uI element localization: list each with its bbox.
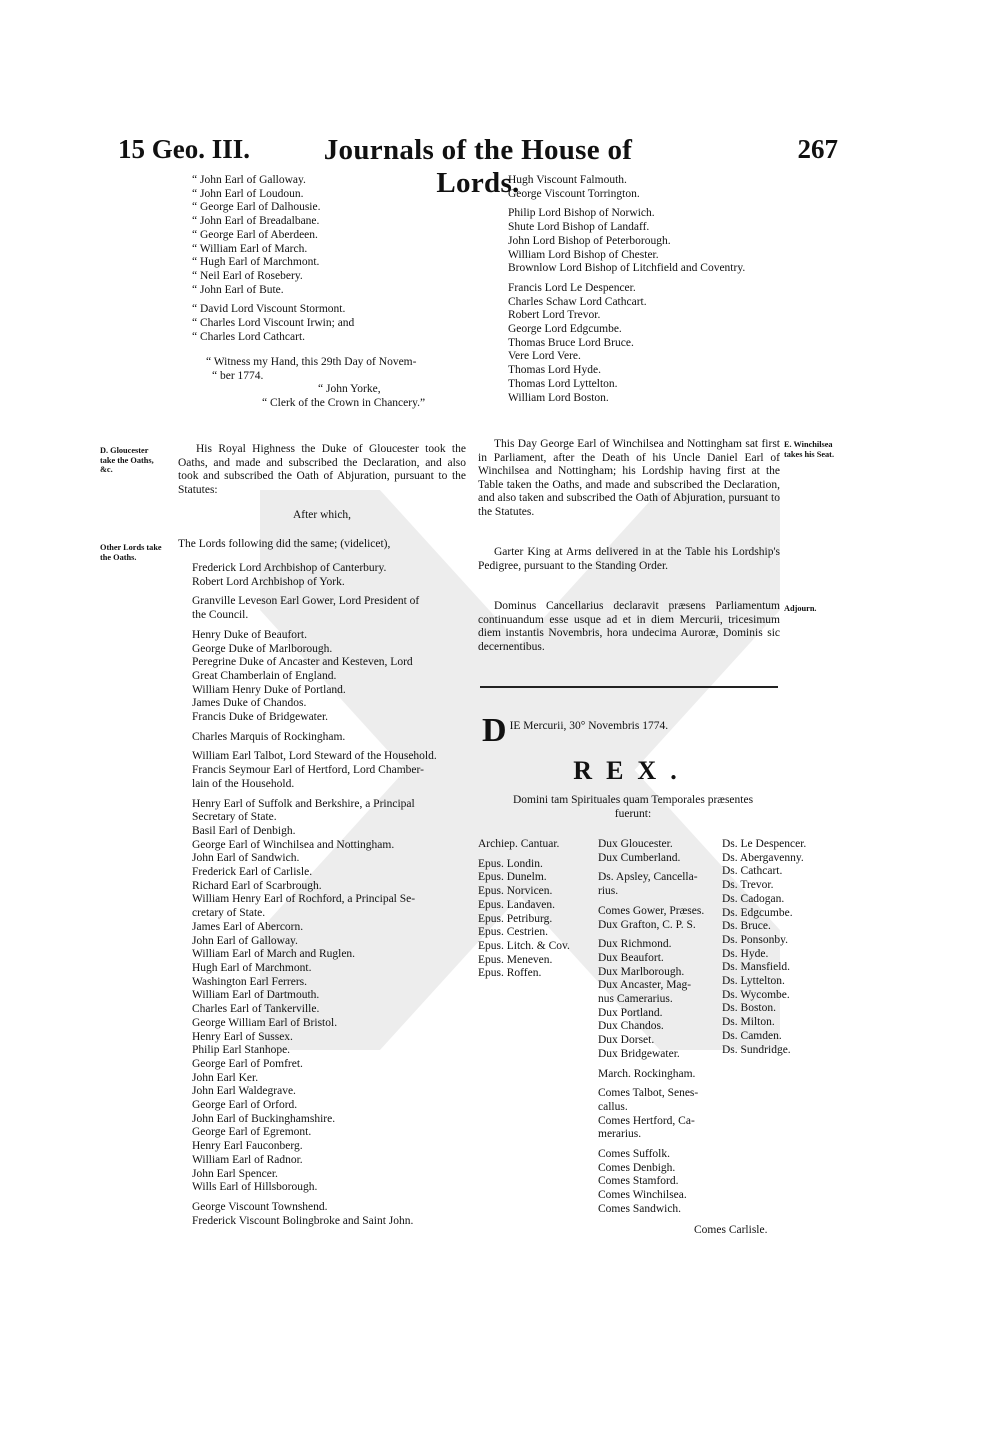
list-item: Henry Earl Fauconberg. [192, 1140, 303, 1153]
witness-line: “ ber 1774. [212, 369, 264, 382]
roll-entry: merarius. [598, 1128, 642, 1141]
lords-following: The Lords following did the same; (videlicet), [178, 538, 391, 550]
list-item: cretary of State. [192, 907, 266, 920]
list-item: William Lord Boston. [508, 391, 609, 404]
list-item: “ John Earl of Galloway. [192, 174, 306, 186]
roll-entry: Dux Portland. [598, 1006, 663, 1019]
roll-entry: Dux Gloucester. [598, 838, 673, 850]
list-item: Francis Duke of Bridgewater. [192, 711, 329, 724]
list-item: Secretary of State. [192, 811, 277, 824]
list-item: George Lord Edgcumbe. [508, 323, 622, 336]
list-item: Basil Earl of Denbigh. [192, 824, 296, 837]
list-item: John Earl Ker. [192, 1071, 259, 1084]
list-item: Henry Earl of Sussex. [192, 1030, 293, 1043]
signature-name: “ John Yorke, [318, 383, 381, 396]
list-item: James Duke of Chandos. [192, 697, 307, 710]
list-item: John Earl of Buckinghamshire. [192, 1112, 336, 1125]
list-item: George Earl of Pomfret. [192, 1057, 303, 1070]
roll-barons [722, 838, 842, 1057]
roll-entry: Comes Talbot, Senes- [598, 1087, 699, 1100]
roll-entry: Ds. Boston. [722, 1002, 776, 1015]
roll-entry: Ds. Trevor. [722, 879, 774, 892]
list-item: “ William Earl of March. [192, 242, 308, 255]
list-item: the Council. [192, 609, 249, 622]
regnal-year: 15 Geo. III. [118, 134, 251, 164]
list-item: John Earl Spencer. [192, 1167, 278, 1180]
list-item: “ John Earl of Breadalbane. [192, 215, 320, 228]
list-item: Francis Seymour Earl of Hertford, Lord Chamber- [192, 764, 424, 777]
list-item: Charles Marquis of Rockingham. [192, 730, 346, 743]
after-which: After which, [292, 509, 352, 521]
drop-capital: D [482, 712, 507, 749]
lords-list-continued [508, 174, 788, 405]
roll-entry: Dux Chandos. [598, 1020, 664, 1033]
list-item: John Earl of Galloway. [192, 934, 298, 947]
roll-entry: Dux Marlborough. [598, 965, 685, 978]
list-item: “ George Earl of Dalhousie. [192, 201, 321, 214]
adjournment-paragraph: Dominus Cancellarius declaravit præsens Parliamentum continuandum esse usque ad et in diem Mercurii, tricesimum diem instantis Novembris, hora undecima Auroræ, Dominis sic decernentibus. [478, 600, 780, 653]
list-item: John Earl of Sandwich. [192, 852, 300, 865]
margin-note-adjourn: Adjourn. [784, 604, 817, 613]
list-item: George Duke of Marlborough. [192, 642, 333, 655]
section-divider [480, 686, 778, 688]
rex-heading: REX. [573, 756, 691, 785]
roll-entry: rius. [598, 885, 619, 898]
roll-entry: Epus. Dunelm. [478, 871, 547, 884]
list-item: Richard Earl of Scarbrough. [192, 879, 322, 892]
list-item: Henry Duke of Beaufort. [192, 628, 307, 641]
list-item: Philip Lord Bishop of Norwich. [508, 207, 655, 220]
list-item: Philip Earl Stanhope. [192, 1044, 291, 1057]
list-item: “ Neil Earl of Rosebery. [192, 269, 303, 282]
roll-entry: Dux Cumberland. [598, 851, 681, 864]
margin-note-gloucester: D. Gloucester take the Oaths, &c. [100, 446, 154, 475]
list-item: Frederick Viscount Bolingbroke and Saint John. [192, 1214, 414, 1227]
list-item: Frederick Earl of Carlisle. [192, 866, 313, 879]
roll-entry: Comes Gower, Præses. [598, 904, 705, 917]
roll-entry: Comes Sandwich. [598, 1202, 682, 1215]
list-item: George Viscount Townshend. [192, 1200, 328, 1213]
roll-entry: Ds. Mansfield. [722, 961, 791, 974]
list-item: George Earl of Egremont. [192, 1126, 312, 1139]
roll-entry: nus Camerarius. [598, 993, 673, 1006]
roll-entry: Ds. Le Despencer. [722, 838, 807, 850]
roll-entry: Ds. Apsley, Cancella- [598, 871, 698, 884]
sitting-date-heading [482, 712, 782, 749]
list-item: Brownlow Lord Bishop of Litchfield and Coventry. [508, 262, 746, 275]
signature-title: “ Clerk of the Crown in Chancery.” [262, 397, 426, 410]
roll-entry: Ds. Camden. [722, 1029, 782, 1042]
list-item: “ David Lord Viscount Stormont. [192, 303, 346, 316]
list-item: Peregrine Duke of Ancaster and Kesteven, Lord [192, 656, 413, 669]
list-item: William Henry Duke of Portland. [192, 683, 346, 696]
roll-entry: Dux Beaufort. [598, 951, 664, 964]
list-item: “ Charles Lord Viscount Irwin; and [192, 317, 355, 330]
list-item: “ John Earl of Bute. [192, 283, 284, 296]
roll-entry: Comes Denbigh. [598, 1161, 676, 1174]
list-item: George William Earl of Bristol. [192, 1016, 338, 1029]
list-item: John Lord Bishop of Peterborough. [508, 234, 671, 247]
roll-entry: Ds. Cadogan. [722, 892, 785, 905]
roll-bishops [478, 838, 596, 981]
list-item: George Earl of Orford. [192, 1099, 298, 1112]
list-item: “ John Earl of Loudoun. [192, 187, 304, 200]
witness-block [206, 356, 468, 411]
domini-present: Domini tam Spirituales quam Temporales præsentes fuerunt: [512, 794, 754, 820]
roll-entry: Ds. Hyde. [722, 947, 769, 960]
list-item: Shute Lord Bishop of Landaff. [508, 221, 650, 234]
list-item: Charles Earl of Tankerville. [192, 1003, 320, 1016]
roll-entry: Ds. Abergavenny. [722, 851, 804, 864]
roll-entry: Epus. Cestrien. [478, 926, 548, 939]
roll-entry: Archiep. Cantuar. [478, 838, 560, 850]
list-item: William Earl Talbot, Lord Steward of the Household. [192, 750, 437, 763]
roll-entry: Ds. Lyttelton. [722, 975, 785, 988]
roll-entry: Comes Winchilsea. [598, 1189, 687, 1202]
margin-note-other-lords: Other Lords take the Oaths. [100, 543, 162, 562]
list-item: Robert Lord Trevor. [508, 309, 601, 322]
roll-entry: Dux Dorset. [598, 1034, 655, 1047]
list-item: “ George Earl of Aberdeen. [192, 228, 318, 241]
list-item: Francis Lord Le Despencer. [508, 281, 636, 294]
sitting-date: IE Mercurii, 30° Novembris 1774. [509, 720, 669, 732]
margin-note-winchilsea: E. Winchilsea takes his Seat. [784, 440, 835, 459]
list-item: Thomas Lord Hyde. [508, 364, 601, 377]
winchilsea-paragraph: This Day George Earl of Winchilsea and Nottingham sat first in Parliament, after the Death of his Uncle Daniel Earl of Winchilsea and Nottingham; his Lordship having first at the Table taken the Oaths, and made and subscribed the Declaration, and also taken and subscribed the Oath of Abjuration, pursuant to the Statutes. [478, 438, 780, 518]
list-item: Hugh Earl of Marchmont. [192, 961, 312, 974]
roll-entry: Comes Suffolk. [598, 1148, 670, 1161]
page-number: 267 [797, 134, 838, 164]
roll-entry: Epus. Roffen. [478, 967, 542, 980]
list-item: Henry Earl of Suffolk and Berkshire, a Principal [192, 797, 415, 810]
roll-entry: March. Rockingham. [598, 1067, 696, 1080]
list-item: William Earl of Radnor. [192, 1153, 303, 1166]
list-item: William Lord Bishop of Chester. [508, 248, 659, 261]
roll-dukes-earls [598, 838, 720, 1217]
roll-entry: Epus. Meneven. [478, 953, 553, 966]
list-item: “ Hugh Earl of Marchmont. [192, 256, 320, 269]
roll-entry: Ds. Sundridge. [722, 1043, 791, 1056]
commission-list [192, 174, 462, 344]
roll-entry: callus. [598, 1100, 628, 1113]
list-item: lain of the Household. [192, 777, 295, 790]
lords-sworn-list [192, 562, 472, 1228]
list-item: Granville Leveson Earl Gower, Lord President of [192, 595, 420, 608]
list-item: Vere Lord Vere. [508, 350, 581, 363]
roll-entry: Ds. Edgcumbe. [722, 906, 793, 919]
roll-entry: Dux Bridgewater. [598, 1047, 680, 1060]
roll-entry: Dux Richmond. [598, 938, 672, 951]
roll-entry: Epus. Norvicen. [478, 885, 553, 898]
list-item: “ Charles Lord Cathcart. [192, 330, 306, 343]
list-item: George Viscount Torrington. [508, 187, 640, 200]
roll-entry: Dux Grafton, C. P. S. [598, 918, 696, 931]
list-item: Hugh Viscount Falmouth. [508, 174, 627, 186]
roll-entry: Ds. Ponsonby. [722, 933, 789, 946]
roll-entry: Comes Stamford. [598, 1175, 679, 1188]
roll-entry: Epus. Petriburg. [478, 912, 553, 925]
list-item: Frederick Lord Archbishop of Canterbury. [192, 562, 387, 574]
catchword: Comes Carlisle. [694, 1224, 768, 1236]
list-item: Robert Lord Archbishop of York. [192, 575, 345, 588]
list-item: Thomas Lord Lyttelton. [508, 377, 618, 390]
list-item: Thomas Bruce Lord Bruce. [508, 336, 634, 349]
list-item: Charles Schaw Lord Cathcart. [508, 295, 647, 308]
list-item: William Earl of Dartmouth. [192, 989, 320, 1002]
list-item: William Earl of March and Ruglen. [192, 948, 356, 961]
garter-paragraph: Garter King at Arms delivered in at the Table his Lordship's Pedigree, pursuant to the Standing Order. [478, 546, 780, 572]
witness-line: “ Witness my Hand, this 29th Day of Novem- [206, 356, 417, 368]
roll-entry: Ds. Cathcart. [722, 865, 783, 878]
list-item: Washington Earl Ferrers. [192, 975, 307, 988]
roll-entry: Epus. Londin. [478, 857, 543, 870]
roll-entry: Epus. Landaven. [478, 898, 555, 911]
gloucester-paragraph: His Royal Highness the Duke of Gloucester took the Oaths, and made and subscribed the Declaration, and also took and subscribed the Oath of Abjuration, pursuant to the Statutes: [178, 443, 466, 496]
list-item: James Earl of Abercorn. [192, 920, 304, 933]
list-item: John Earl Waldegrave. [192, 1085, 296, 1098]
roll-entry: Ds. Bruce. [722, 920, 771, 933]
roll-entry: Epus. Litch. & Cov. [478, 939, 570, 952]
roll-entry: Comes Hertford, Ca- [598, 1114, 695, 1127]
journal-title: Journals of the House of Lords. [323, 134, 633, 199]
roll-entry: Ds. Milton. [722, 1016, 775, 1029]
roll-entry: Ds. Wycombe. [722, 988, 790, 1001]
list-item: William Henry Earl of Rochford, a Principal Se- [192, 893, 416, 906]
list-item: Wills Earl of Hillsborough. [192, 1181, 318, 1194]
list-item: George Earl of Winchilsea and Nottingham. [192, 838, 395, 851]
list-item: Great Chamberlain of England. [192, 669, 337, 682]
roll-entry: Dux Ancaster, Mag- [598, 979, 692, 992]
